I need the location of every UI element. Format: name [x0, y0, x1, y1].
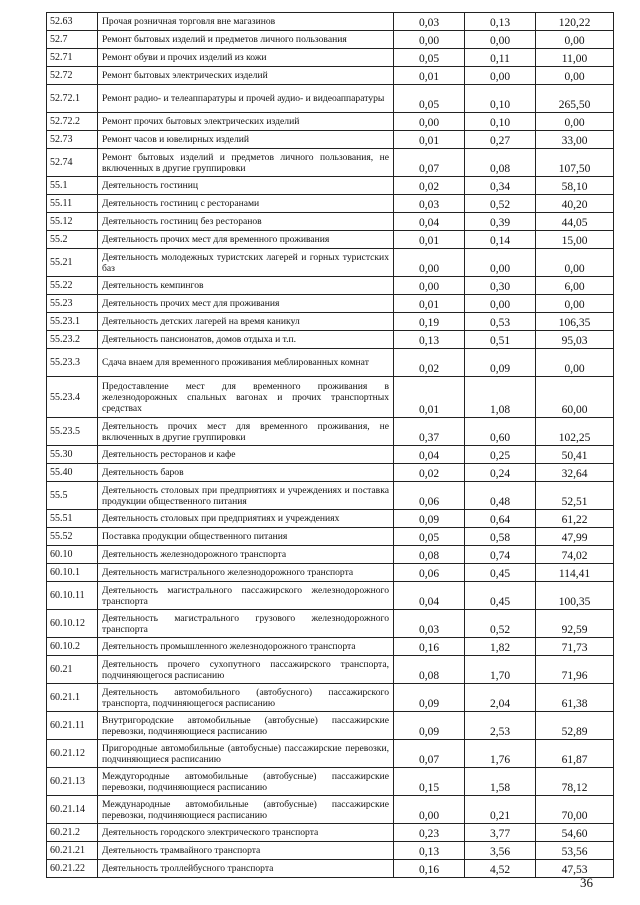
value-1: 0,01	[394, 131, 465, 149]
value-3: 32,64	[536, 464, 614, 482]
activity-description: Деятельность молодежных туристских лагерей и горных туристских баз	[98, 249, 394, 277]
value-2: 0,00	[465, 249, 536, 277]
activity-code: 60.21.2	[47, 824, 98, 842]
activity-code: 55.12	[47, 213, 98, 231]
activity-description: Деятельность магистрального железнодорожного транспорта	[98, 564, 394, 582]
value-2: 3,77	[465, 824, 536, 842]
activity-code: 60.21.11	[47, 712, 98, 740]
activity-description: Деятельность железнодорожного транспорта	[98, 546, 394, 564]
value-2: 0,45	[465, 564, 536, 582]
value-1: 0,01	[394, 231, 465, 249]
value-1: 0,01	[394, 67, 465, 85]
value-2: 1,76	[465, 740, 536, 768]
value-1: 0,02	[394, 464, 465, 482]
value-3: 106,35	[536, 313, 614, 331]
activity-code: 60.10.12	[47, 610, 98, 638]
activity-code: 60.10	[47, 546, 98, 564]
activity-code: 55.5	[47, 482, 98, 510]
value-3: 44,05	[536, 213, 614, 231]
table-row	[47, 796, 614, 824]
activity-code: 55.21	[47, 249, 98, 277]
value-1: 0,04	[394, 582, 465, 610]
table-row	[47, 349, 614, 377]
activity-code: 60.21.12	[47, 740, 98, 768]
activity-code: 52.72.1	[47, 85, 98, 113]
table-row	[47, 510, 614, 528]
value-1: 0,00	[394, 31, 465, 49]
table-row	[47, 249, 614, 277]
activity-description: Деятельность магистрального пассажирского железнодорожного транспорта	[98, 582, 394, 610]
table-row	[47, 231, 614, 249]
activity-code: 60.10.2	[47, 638, 98, 656]
table-row	[47, 768, 614, 796]
value-3: 0,00	[536, 349, 614, 377]
value-2: 2,04	[465, 684, 536, 712]
value-1: 0,15	[394, 768, 465, 796]
table-row	[47, 740, 614, 768]
activity-description: Деятельность городского электрического транспорта	[98, 824, 394, 842]
value-1: 0,01	[394, 295, 465, 313]
value-2: 0,39	[465, 213, 536, 231]
table-row	[47, 313, 614, 331]
activity-description: Ремонт прочих бытовых электрических изделий	[98, 113, 394, 131]
value-3: 40,20	[536, 195, 614, 213]
table-row	[47, 177, 614, 195]
activity-code: 55.1	[47, 177, 98, 195]
table-row	[47, 85, 614, 113]
activity-description: Сдача внаем для временного проживания меблированных комнат	[98, 349, 394, 377]
value-2: 0,09	[465, 349, 536, 377]
table-row	[47, 610, 614, 638]
value-1: 0,00	[394, 249, 465, 277]
activity-code: 60.21.1	[47, 684, 98, 712]
activity-description: Деятельность ресторанов и кафе	[98, 446, 394, 464]
value-3: 50,41	[536, 446, 614, 464]
activity-code: 60.21.13	[47, 768, 98, 796]
activity-description: Деятельность прочих мест для временного проживания	[98, 231, 394, 249]
value-1: 0,04	[394, 213, 465, 231]
activity-description: Деятельность автомобильного (автобусного) пассажирского транспорта, подчиняющегося расписанию	[98, 684, 394, 712]
value-3: 71,73	[536, 638, 614, 656]
value-3: 0,00	[536, 67, 614, 85]
activity-description: Деятельность промышленного железнодорожного транспорта	[98, 638, 394, 656]
activity-code: 55.52	[47, 528, 98, 546]
activity-description: Ремонт радио- и телеаппаратуры и прочей аудио- и видеоаппаратуры	[98, 85, 394, 113]
table-row	[47, 331, 614, 349]
value-2: 0,00	[465, 31, 536, 49]
value-3: 58,10	[536, 177, 614, 195]
value-2: 1,82	[465, 638, 536, 656]
activity-description: Внутригородские автомобильные (автобусные) пассажирские перевозки, подчиняющиеся расписанию	[98, 712, 394, 740]
table-row	[47, 464, 614, 482]
value-2: 0,08	[465, 149, 536, 177]
activity-code: 52.74	[47, 149, 98, 177]
value-1: 0,13	[394, 331, 465, 349]
value-1: 0,01	[394, 377, 465, 418]
value-2: 0,21	[465, 796, 536, 824]
value-3: 54,60	[536, 824, 614, 842]
table-row	[47, 131, 614, 149]
activity-description: Ремонт бытовых электрических изделий	[98, 67, 394, 85]
value-2: 0,11	[465, 49, 536, 67]
activity-description: Деятельность гостиниц с ресторанами	[98, 195, 394, 213]
table-row	[47, 824, 614, 842]
value-1: 0,37	[394, 418, 465, 446]
activity-description: Междугородные автомобильные (автобусные) пассажирские перевозки, подчиняющиеся расписанию	[98, 768, 394, 796]
value-1: 0,19	[394, 313, 465, 331]
value-2: 2,53	[465, 712, 536, 740]
table-row	[47, 49, 614, 67]
value-2: 0,53	[465, 313, 536, 331]
table-body	[47, 13, 614, 878]
table-row	[47, 213, 614, 231]
value-3: 120,22	[536, 13, 614, 31]
value-3: 70,00	[536, 796, 614, 824]
activity-description: Прочая розничная торговля вне магазинов	[98, 13, 394, 31]
value-3: 60,00	[536, 377, 614, 418]
activity-code: 52.72	[47, 67, 98, 85]
table-row	[47, 564, 614, 582]
document-page	[46, 12, 613, 878]
activity-description: Ремонт часов и ювелирных изделий	[98, 131, 394, 149]
activity-code: 52.7	[47, 31, 98, 49]
value-2: 0,60	[465, 418, 536, 446]
activity-description: Деятельность прочих мест для проживания	[98, 295, 394, 313]
activity-code: 60.21	[47, 656, 98, 684]
value-3: 52,51	[536, 482, 614, 510]
activity-code: 60.10.11	[47, 582, 98, 610]
activity-description: Ремонт бытовых изделий и предметов личного пользования	[98, 31, 394, 49]
value-3: 61,87	[536, 740, 614, 768]
value-2: 0,58	[465, 528, 536, 546]
value-1: 0,08	[394, 546, 465, 564]
value-3: 53,56	[536, 842, 614, 860]
activity-description: Ремонт обуви и прочих изделий из кожи	[98, 49, 394, 67]
activity-description: Пригородные автомобильные (автобусные) пассажирские перевозки, подчиняющиеся расписанию	[98, 740, 394, 768]
value-2: 0,34	[465, 177, 536, 195]
table-row	[47, 656, 614, 684]
activity-code: 55.22	[47, 277, 98, 295]
value-3: 100,35	[536, 582, 614, 610]
value-3: 95,03	[536, 331, 614, 349]
activity-code: 52.72.2	[47, 113, 98, 131]
value-2: 3,56	[465, 842, 536, 860]
table-row	[47, 482, 614, 510]
activity-code: 55.23.4	[47, 377, 98, 418]
table-row	[47, 295, 614, 313]
value-2: 0,10	[465, 85, 536, 113]
activity-code: 60.21.22	[47, 860, 98, 878]
value-2: 0,64	[465, 510, 536, 528]
value-3: 92,59	[536, 610, 614, 638]
value-1: 0,03	[394, 195, 465, 213]
value-1: 0,00	[394, 277, 465, 295]
activity-code: 60.21.14	[47, 796, 98, 824]
activity-description: Деятельность гостиниц	[98, 177, 394, 195]
value-1: 0,07	[394, 740, 465, 768]
activity-code: 52.63	[47, 13, 98, 31]
value-3: 71,96	[536, 656, 614, 684]
value-2: 1,58	[465, 768, 536, 796]
activity-code: 55.11	[47, 195, 98, 213]
activity-description: Международные автомобильные (автобусные) пассажирские перевозки, подчиняющиеся расписанию	[98, 796, 394, 824]
activity-description: Ремонт бытовых изделий и предметов личного пользования, не включенных в другие группировки	[98, 149, 394, 177]
table-row	[47, 277, 614, 295]
value-1: 0,04	[394, 446, 465, 464]
value-1: 0,00	[394, 796, 465, 824]
table-row	[47, 546, 614, 564]
value-2: 0,00	[465, 67, 536, 85]
activity-code: 55.23.1	[47, 313, 98, 331]
activity-description: Предоставление мест для временного проживания в железнодорожных спальных вагонах и прочих транспортных средствах	[98, 377, 394, 418]
value-2: 0,52	[465, 195, 536, 213]
value-3: 78,12	[536, 768, 614, 796]
table-row	[47, 528, 614, 546]
value-1: 0,09	[394, 712, 465, 740]
value-3: 15,00	[536, 231, 614, 249]
activity-code: 55.40	[47, 464, 98, 482]
value-2: 1,08	[465, 377, 536, 418]
activity-description: Деятельность троллейбусного транспорта	[98, 860, 394, 878]
value-3: 0,00	[536, 113, 614, 131]
value-2: 0,00	[465, 295, 536, 313]
value-1: 0,02	[394, 177, 465, 195]
value-1: 0,05	[394, 85, 465, 113]
value-2: 0,14	[465, 231, 536, 249]
value-2: 0,51	[465, 331, 536, 349]
table-row	[47, 31, 614, 49]
activity-code: 52.71	[47, 49, 98, 67]
value-1: 0,23	[394, 824, 465, 842]
value-1: 0,09	[394, 510, 465, 528]
value-1: 0,02	[394, 349, 465, 377]
activity-code: 55.23	[47, 295, 98, 313]
activity-code: 52.73	[47, 131, 98, 149]
value-1: 0,07	[394, 149, 465, 177]
page-number: 36	[580, 875, 593, 890]
table-row	[47, 446, 614, 464]
activity-description: Деятельность столовых при предприятиях и учреждениях и поставка продукции общественного питания	[98, 482, 394, 510]
value-2: 0,52	[465, 610, 536, 638]
value-1: 0,06	[394, 482, 465, 510]
value-2: 0,10	[465, 113, 536, 131]
activity-code: 60.10.1	[47, 564, 98, 582]
value-3: 33,00	[536, 131, 614, 149]
value-3: 47,99	[536, 528, 614, 546]
value-2: 0,74	[465, 546, 536, 564]
value-2: 0,24	[465, 464, 536, 482]
value-3: 107,50	[536, 149, 614, 177]
value-3: 0,00	[536, 31, 614, 49]
activity-description: Деятельность гостиниц без ресторанов	[98, 213, 394, 231]
activity-description: Деятельность кемпингов	[98, 277, 394, 295]
activity-code: 60.21.21	[47, 842, 98, 860]
value-3: 61,22	[536, 510, 614, 528]
activity-description: Деятельность магистрального грузового железнодорожного транспорта	[98, 610, 394, 638]
activity-description: Поставка продукции общественного питания	[98, 528, 394, 546]
table-row	[47, 860, 614, 878]
value-3: 114,41	[536, 564, 614, 582]
table-row	[47, 684, 614, 712]
value-1: 0,03	[394, 610, 465, 638]
activity-description: Деятельность прочего сухопутного пассажирского транспорта, подчиняющегося расписанию	[98, 656, 394, 684]
table-row	[47, 418, 614, 446]
rates-table	[46, 12, 614, 878]
activity-code: 55.23.3	[47, 349, 98, 377]
value-3: 0,00	[536, 295, 614, 313]
value-3: 265,50	[536, 85, 614, 113]
activity-code: 55.2	[47, 231, 98, 249]
value-3: 61,38	[536, 684, 614, 712]
table-row	[47, 13, 614, 31]
value-2: 1,70	[465, 656, 536, 684]
value-3: 47,53	[536, 860, 614, 878]
table-row	[47, 113, 614, 131]
value-1: 0,09	[394, 684, 465, 712]
activity-code: 55.23.5	[47, 418, 98, 446]
activity-description: Деятельность прочих мест для временного проживания, не включенных в другие группировки	[98, 418, 394, 446]
value-2: 0,27	[465, 131, 536, 149]
value-2: 0,30	[465, 277, 536, 295]
value-3: 0,00	[536, 249, 614, 277]
value-2: 0,45	[465, 582, 536, 610]
value-1: 0,16	[394, 860, 465, 878]
table-row	[47, 195, 614, 213]
table-row	[47, 712, 614, 740]
table-row	[47, 377, 614, 418]
activity-code: 55.23.2	[47, 331, 98, 349]
value-3: 6,00	[536, 277, 614, 295]
value-1: 0,13	[394, 842, 465, 860]
value-3: 11,00	[536, 49, 614, 67]
value-1: 0,16	[394, 638, 465, 656]
table-row	[47, 638, 614, 656]
activity-description: Деятельность баров	[98, 464, 394, 482]
value-3: 74,02	[536, 546, 614, 564]
table-row	[47, 149, 614, 177]
value-2: 0,25	[465, 446, 536, 464]
table-row	[47, 67, 614, 85]
value-1: 0,06	[394, 564, 465, 582]
value-2: 4,52	[465, 860, 536, 878]
value-1: 0,00	[394, 113, 465, 131]
activity-description: Деятельность пансионатов, домов отдыха и т.п.	[98, 331, 394, 349]
value-2: 0,48	[465, 482, 536, 510]
value-3: 102,25	[536, 418, 614, 446]
value-1: 0,08	[394, 656, 465, 684]
value-1: 0,03	[394, 13, 465, 31]
activity-code: 55.51	[47, 510, 98, 528]
value-1: 0,05	[394, 528, 465, 546]
table-row	[47, 582, 614, 610]
activity-code: 55.30	[47, 446, 98, 464]
activity-description: Деятельность трамвайного транспорта	[98, 842, 394, 860]
value-1: 0,05	[394, 49, 465, 67]
activity-description: Деятельность столовых при предприятиях и учреждениях	[98, 510, 394, 528]
value-3: 52,89	[536, 712, 614, 740]
activity-description: Деятельность детских лагерей на время каникул	[98, 313, 394, 331]
table-row	[47, 842, 614, 860]
value-2: 0,13	[465, 13, 536, 31]
